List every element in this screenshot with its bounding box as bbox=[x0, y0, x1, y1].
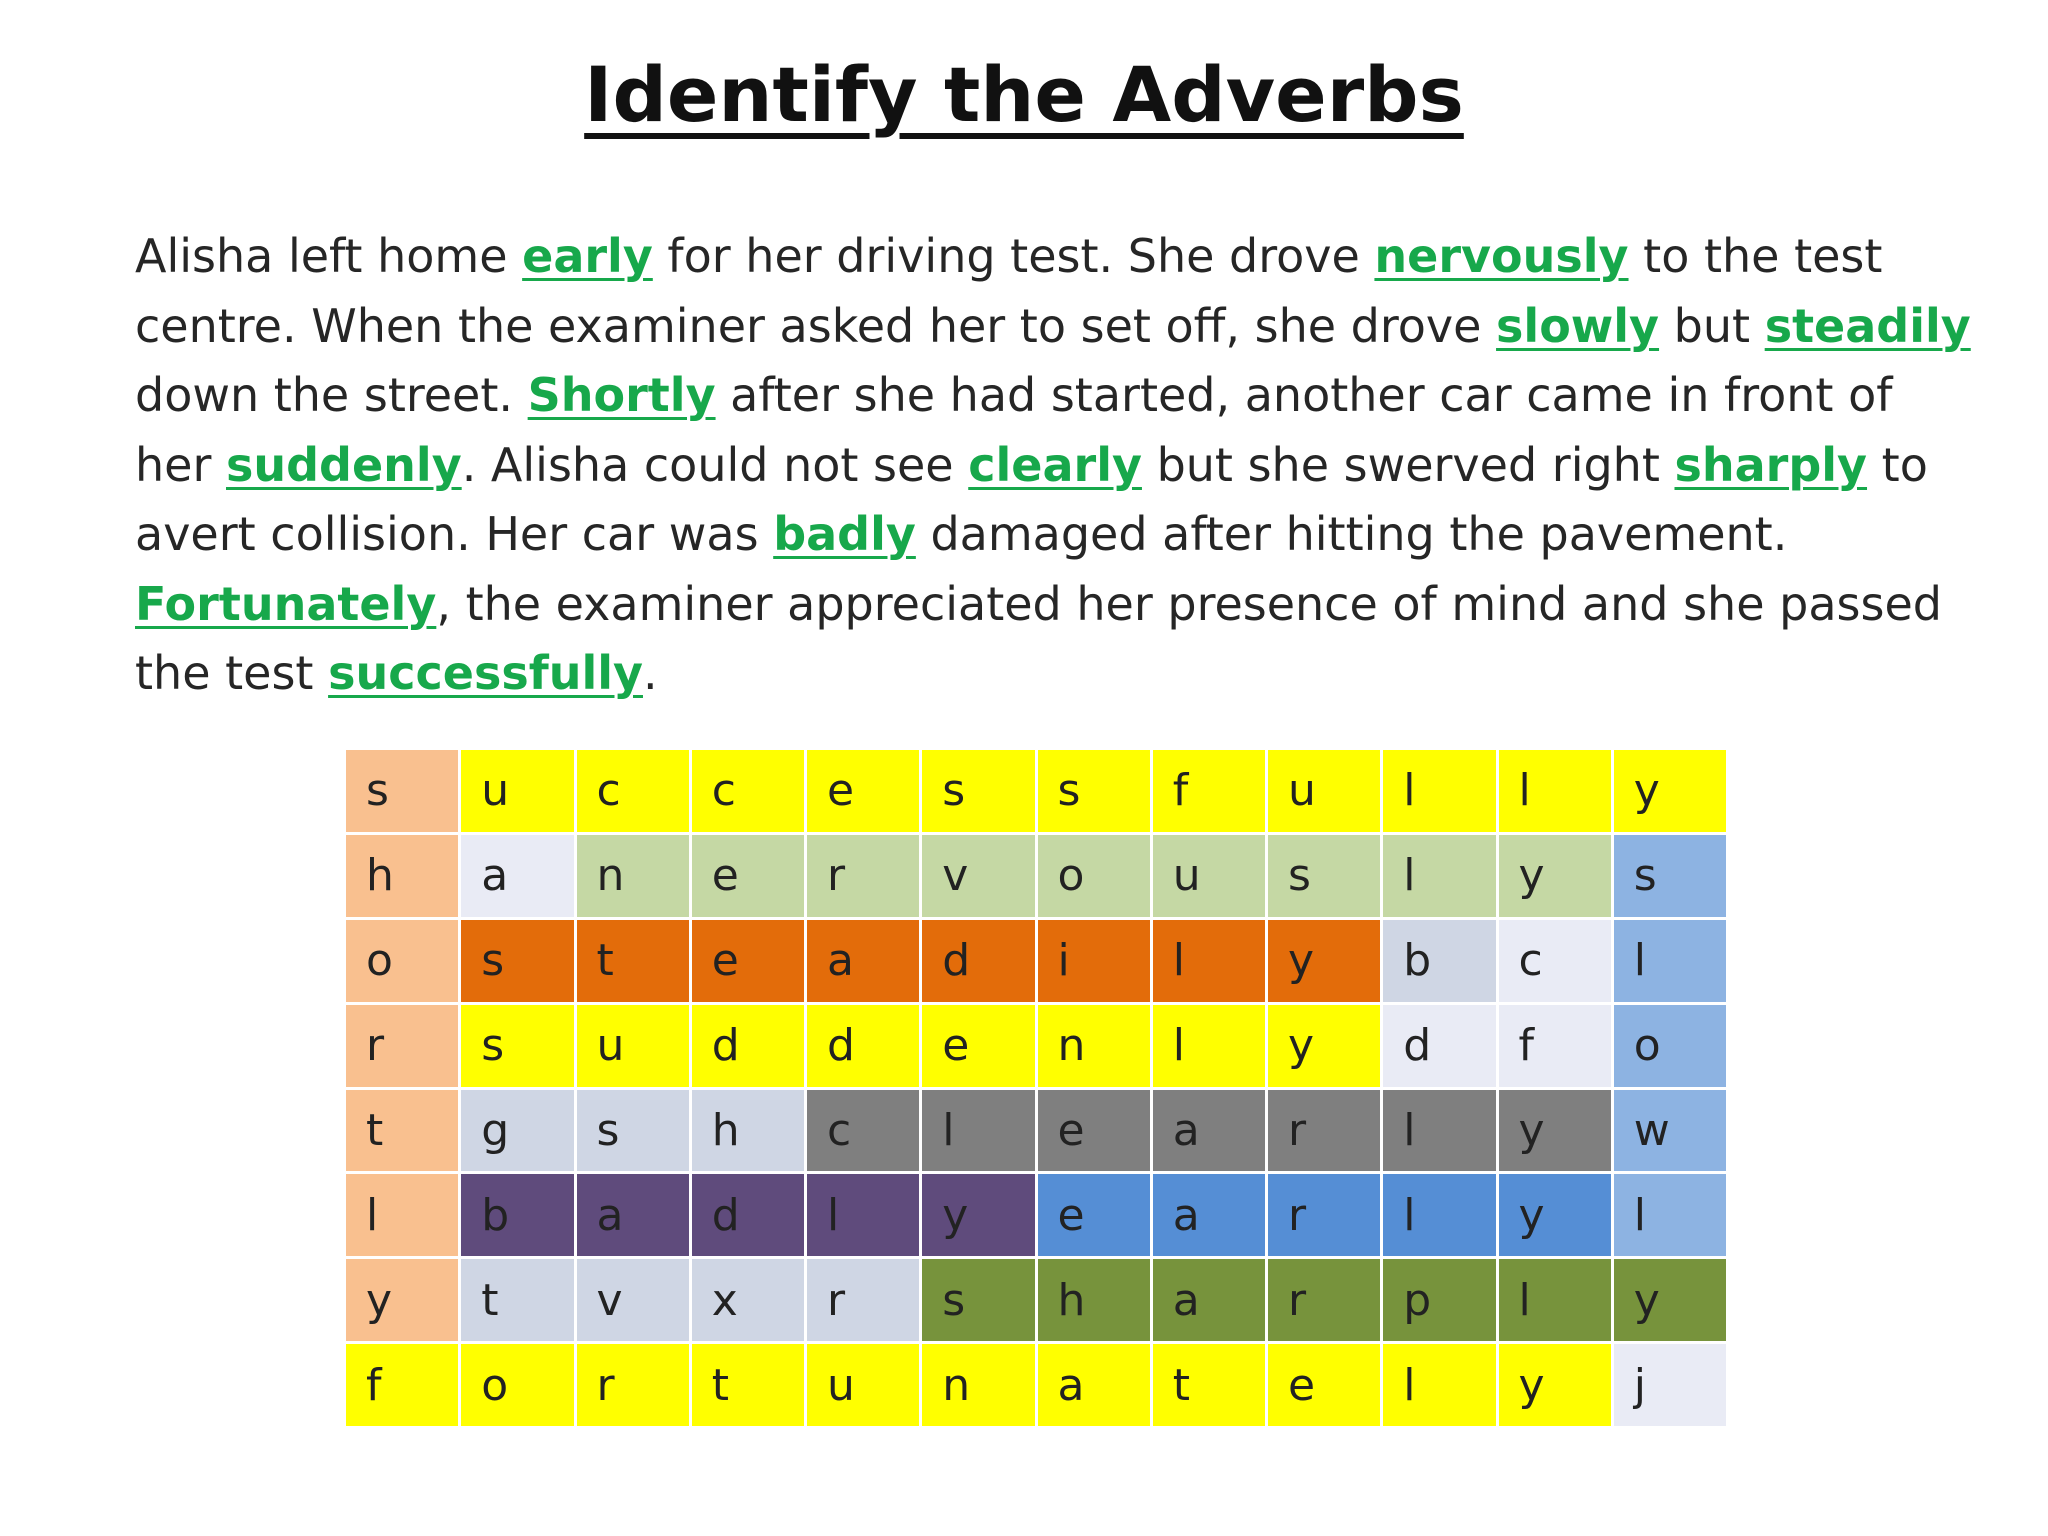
passage-text: . Alisha could not see bbox=[461, 437, 969, 492]
grid-cell: h bbox=[692, 1090, 804, 1172]
grid-cell: u bbox=[461, 750, 573, 832]
adverb-word: badly bbox=[773, 507, 916, 561]
passage-line bbox=[135, 570, 1965, 640]
grid-cell: e bbox=[692, 920, 804, 1002]
grid-cell: y bbox=[1268, 1005, 1380, 1087]
passage-text: down the street. bbox=[135, 368, 528, 422]
passage-text: , the examiner appreciated her presence of mind and she passed bbox=[436, 576, 1942, 631]
passage-text: the test bbox=[135, 646, 329, 700]
grid-cell: r bbox=[1268, 1259, 1380, 1341]
grid-cell: d bbox=[692, 1005, 804, 1087]
grid-cell: y bbox=[1499, 1090, 1611, 1172]
adverb-word: steadily bbox=[1764, 298, 1971, 353]
grid-cell: g bbox=[461, 1090, 573, 1172]
grid-cell: l bbox=[1153, 1005, 1265, 1087]
grid-cell: o bbox=[461, 1344, 573, 1426]
grid-cell: e bbox=[1268, 1344, 1380, 1426]
grid-cell: l bbox=[1383, 1344, 1495, 1426]
passage-text: to the test bbox=[1628, 229, 1883, 283]
passage-text: avert collision. Her car was bbox=[135, 507, 774, 561]
grid-cell: l bbox=[1383, 835, 1495, 917]
grid-cell: d bbox=[922, 920, 1034, 1002]
grid-cell: v bbox=[577, 1259, 689, 1341]
grid-cell: l bbox=[346, 1174, 458, 1256]
grid-cell: e bbox=[692, 835, 804, 917]
grid-cell: l bbox=[1614, 920, 1726, 1002]
grid-cell: a bbox=[1153, 1090, 1265, 1172]
grid-cell: b bbox=[1383, 920, 1495, 1002]
grid-cell: a bbox=[807, 920, 919, 1002]
grid-cell: c bbox=[807, 1090, 919, 1172]
passage-text: Alisha left home bbox=[135, 229, 523, 283]
grid-cell: l bbox=[1499, 750, 1611, 832]
grid-cell: c bbox=[692, 750, 804, 832]
grid-cell: x bbox=[692, 1259, 804, 1341]
grid-cell: r bbox=[346, 1005, 458, 1087]
grid-cell: d bbox=[692, 1174, 804, 1256]
passage-line bbox=[135, 639, 1965, 709]
grid-cell: s bbox=[1038, 750, 1150, 832]
grid-cell: r bbox=[577, 1344, 689, 1426]
grid-cell: s bbox=[461, 1005, 573, 1087]
grid-cell: t bbox=[692, 1344, 804, 1426]
adverb-word: Shortly bbox=[527, 368, 716, 422]
grid-cell: a bbox=[1153, 1174, 1265, 1256]
grid-cell: t bbox=[1153, 1344, 1265, 1426]
passage-text: after she had started, another car came in front of bbox=[715, 368, 1893, 422]
grid-cell: l bbox=[1499, 1259, 1611, 1341]
grid-cell: t bbox=[577, 920, 689, 1002]
grid-cell: f bbox=[1153, 750, 1265, 832]
passage-text: . bbox=[642, 646, 658, 700]
passage-line bbox=[135, 500, 1965, 570]
grid-cell: y bbox=[922, 1174, 1034, 1256]
adverb-word: successfully bbox=[328, 646, 643, 700]
passage-line bbox=[135, 431, 1965, 501]
story-passage bbox=[135, 222, 1971, 709]
grid-cell: s bbox=[577, 1090, 689, 1172]
grid-cell: a bbox=[577, 1174, 689, 1256]
grid-cell: t bbox=[461, 1259, 573, 1341]
grid-cell: o bbox=[346, 920, 458, 1002]
grid-cell: w bbox=[1614, 1090, 1726, 1172]
grid-cell: t bbox=[346, 1090, 458, 1172]
grid-cell: r bbox=[807, 1259, 919, 1341]
passage-text: damaged after hitting the pavement. bbox=[915, 507, 1788, 561]
passage-text: but bbox=[1659, 298, 1765, 353]
grid-cell: s bbox=[922, 1259, 1034, 1341]
passage-line bbox=[135, 222, 1965, 292]
grid-cell: b bbox=[461, 1174, 573, 1256]
grid-cell: l bbox=[922, 1090, 1034, 1172]
passage-text: for her driving test. She drove bbox=[652, 229, 1375, 283]
adverb-word: sharply bbox=[1674, 437, 1868, 492]
grid-cell: y bbox=[1499, 835, 1611, 917]
grid-cell: y bbox=[1614, 750, 1726, 832]
grid-cell: y bbox=[1268, 920, 1380, 1002]
grid-cell: l bbox=[807, 1174, 919, 1256]
grid-cell: a bbox=[1038, 1344, 1150, 1426]
grid-cell: v bbox=[922, 835, 1034, 917]
passage-text: her bbox=[135, 437, 226, 492]
grid-cell: u bbox=[1153, 835, 1265, 917]
adverb-word: early bbox=[522, 229, 653, 283]
grid-cell: d bbox=[807, 1005, 919, 1087]
adverb-word: suddenly bbox=[226, 437, 462, 492]
grid-cell: u bbox=[577, 1005, 689, 1087]
grid-cell: n bbox=[577, 835, 689, 917]
grid-cell: s bbox=[461, 920, 573, 1002]
grid-cell: j bbox=[1614, 1344, 1726, 1426]
grid-cell: r bbox=[1268, 1090, 1380, 1172]
grid-cell: e bbox=[1038, 1090, 1150, 1172]
grid-cell: l bbox=[1383, 1174, 1495, 1256]
grid-cell: d bbox=[1383, 1005, 1495, 1087]
page-title: Identify the Adverbs bbox=[584, 50, 1464, 139]
grid-cell: y bbox=[1614, 1259, 1726, 1341]
grid-cell: h bbox=[1038, 1259, 1150, 1341]
grid-cell: s bbox=[1268, 835, 1380, 917]
grid-cell: c bbox=[1499, 920, 1611, 1002]
adverb-word: slowly bbox=[1496, 298, 1660, 353]
grid-cell: n bbox=[1038, 1005, 1150, 1087]
grid-cell: u bbox=[1268, 750, 1380, 832]
grid-cell: e bbox=[922, 1005, 1034, 1087]
passage-text: but she swerved right bbox=[1141, 437, 1675, 492]
grid-cell: o bbox=[1614, 1005, 1726, 1087]
grid-cell: l bbox=[1153, 920, 1265, 1002]
adverb-word: Fortunately bbox=[135, 576, 437, 631]
grid-cell: e bbox=[807, 750, 919, 832]
grid-cell: c bbox=[577, 750, 689, 832]
grid-cell: u bbox=[807, 1344, 919, 1426]
grid-cell: l bbox=[1614, 1174, 1726, 1256]
passage-line bbox=[135, 292, 1971, 362]
adverb-word: nervously bbox=[1374, 229, 1629, 283]
grid-cell: s bbox=[922, 750, 1034, 832]
grid-cell: y bbox=[346, 1259, 458, 1341]
grid-cell: n bbox=[922, 1344, 1034, 1426]
grid-cell: p bbox=[1383, 1259, 1495, 1341]
grid-cell: f bbox=[346, 1344, 458, 1426]
grid-cell: r bbox=[807, 835, 919, 917]
grid-cell: y bbox=[1499, 1174, 1611, 1256]
grid-cell: i bbox=[1038, 920, 1150, 1002]
word-search-grid bbox=[346, 750, 1726, 1426]
grid-cell: r bbox=[1268, 1174, 1380, 1256]
passage-line bbox=[135, 361, 1965, 431]
grid-cell: y bbox=[1499, 1344, 1611, 1426]
grid-cell: s bbox=[346, 750, 458, 832]
grid-cell: a bbox=[461, 835, 573, 917]
passage-text: to bbox=[1867, 437, 1928, 492]
grid-cell: a bbox=[1153, 1259, 1265, 1341]
grid-cell: e bbox=[1038, 1174, 1150, 1256]
grid-cell: h bbox=[346, 835, 458, 917]
passage-text: centre. When the examiner asked her to set off, she drove bbox=[135, 298, 1497, 353]
grid-cell: l bbox=[1383, 750, 1495, 832]
grid-cell: s bbox=[1614, 835, 1726, 917]
adverb-word: clearly bbox=[968, 437, 1142, 492]
grid-cell: f bbox=[1499, 1005, 1611, 1087]
grid-cell: o bbox=[1038, 835, 1150, 917]
grid-cell: l bbox=[1383, 1090, 1495, 1172]
